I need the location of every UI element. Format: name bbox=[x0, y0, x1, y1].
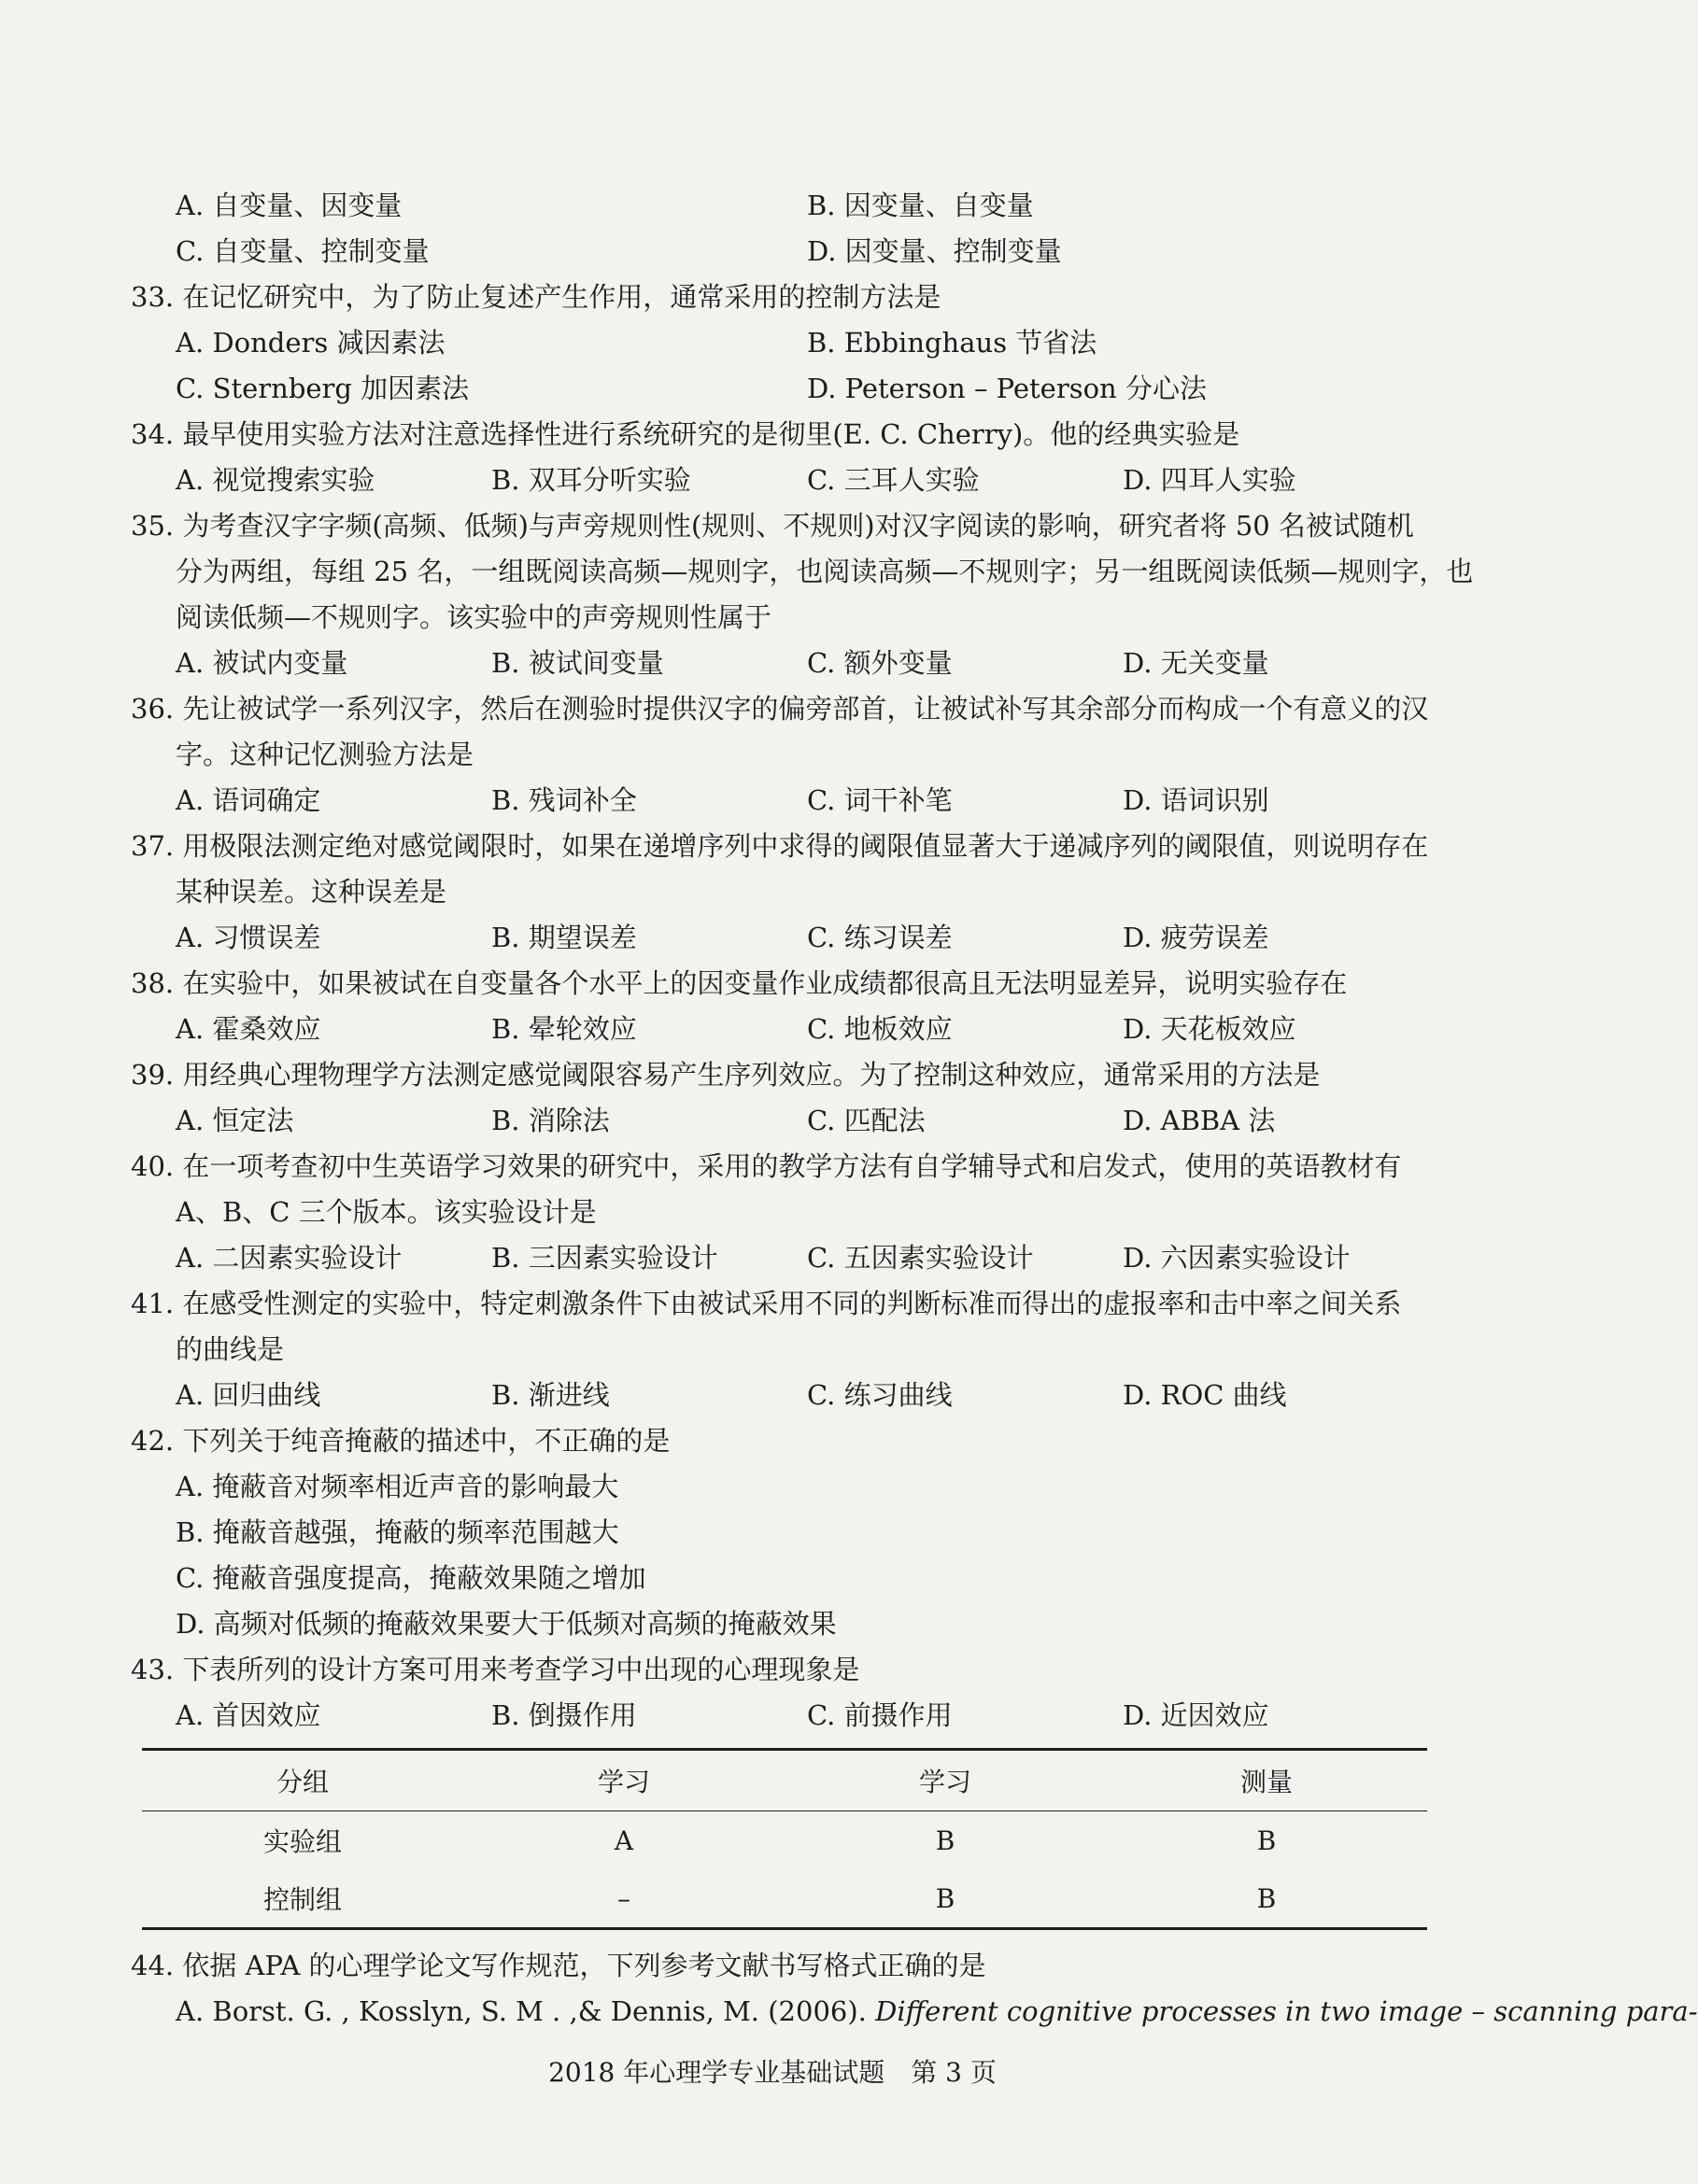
table-cell: A bbox=[614, 1825, 634, 1856]
q40-option-c: C. 五因素实验设计 bbox=[807, 1242, 1034, 1274]
q35-stem-line-2: 分为两组，每组 25 名，一组既阅读高频—规则字，也阅读高频—不规则字；另一组既阅读低频—规则字，也 bbox=[176, 556, 1474, 587]
q37-stem-line-1: 37. 用极限法测定绝对感觉阈限时，如果在递增序列中求得的阈限值显著大于递减序列的阈限值，则说明存在 bbox=[131, 830, 1429, 862]
q34-option-a: A. 视觉搜索实验 bbox=[176, 464, 375, 496]
q35-option-d: D. 无关变量 bbox=[1123, 647, 1269, 679]
q42-option-c: C. 掩蔽音强度提高，掩蔽效果随之增加 bbox=[176, 1562, 646, 1594]
exam-content bbox=[131, 183, 1698, 2035]
q36-stem-line-1: 36. 先让被试学一系列汉字，然后在测验时提供汉字的偏旁部首，让被试补写其余部分而构成一个有意义的汉 bbox=[131, 693, 1429, 725]
q32-option-c: C. 自变量、控制变量 bbox=[176, 235, 430, 267]
q38-option-c: C. 地板效应 bbox=[807, 1013, 953, 1045]
q42-option-b: B. 掩蔽音越强，掩蔽的频率范围越大 bbox=[176, 1516, 619, 1548]
q40-option-b: B. 三因素实验设计 bbox=[491, 1242, 718, 1274]
q44-stem: 44. 依据 APA 的心理学论文写作规范，下列参考文献书写格式正确的是 bbox=[131, 1950, 986, 1981]
q40-options bbox=[131, 1235, 1438, 1281]
q41-options bbox=[131, 1373, 1438, 1418]
q43-options bbox=[131, 1693, 1438, 1739]
table-header-cell: 测量 bbox=[1239, 1767, 1293, 1797]
q44-option-a-authors: A. Borst. G. , Kosslyn, S. M . ,& Dennis, M. (2006). bbox=[176, 1995, 876, 2027]
q38-option-b: B. 晕轮效应 bbox=[491, 1013, 637, 1045]
q38-stem: 38. 在实验中，如果被试在自变量各个水平上的因变量作业成绩都很高且无法明显差异，说明实验存在 bbox=[131, 967, 1348, 999]
q41-stem-line-1: 41. 在感受性测定的实验中，特定刺激条件下由被试采用不同的判断标准而得出的虚报率和击中率之间关系 bbox=[131, 1288, 1402, 1319]
q40-option-d: D. 六因素实验设计 bbox=[1123, 1242, 1351, 1274]
q35-option-c: C. 额外变量 bbox=[807, 647, 953, 679]
q34-stem: 34. 最早使用实验方法对注意选择性进行系统研究的是彻里(E. C. Cherry)。他的经典实验是 bbox=[131, 418, 1240, 450]
q39-option-a: A. 恒定法 bbox=[176, 1105, 294, 1136]
table-header-cell: 分组 bbox=[276, 1767, 329, 1797]
q41-stem-line-2: 的曲线是 bbox=[176, 1333, 285, 1365]
q37-option-d: D. 疲劳误差 bbox=[1123, 922, 1269, 953]
q43-option-d: D. 近因效应 bbox=[1123, 1699, 1269, 1731]
q44-option-a bbox=[131, 1989, 1698, 2035]
q39-option-b: B. 消除法 bbox=[491, 1105, 610, 1136]
q42-option-d: D. 高频对低频的掩蔽效果要大于低频对高频的掩蔽效果 bbox=[176, 1608, 837, 1640]
q42-stem: 42. 下列关于纯音掩蔽的描述中，不正确的是 bbox=[131, 1425, 671, 1457]
q35-stem-line-3: 阅读低频—不规则字。该实验中的声旁规则性属于 bbox=[176, 601, 772, 633]
table-cell: B bbox=[1256, 1825, 1277, 1856]
q32-option-d: D. 因变量、控制变量 bbox=[807, 235, 1062, 267]
q39-stem: 39. 用经典心理物理学方法测定感觉阈限容易产生序列效应。为了控制这种效应，通常采用的方法是 bbox=[131, 1059, 1321, 1091]
q40-option-a: A. 二因素实验设计 bbox=[176, 1242, 403, 1274]
q39-option-c: C. 匹配法 bbox=[807, 1105, 926, 1136]
q41-option-b: B. 渐进线 bbox=[491, 1379, 610, 1411]
q38-option-d: D. 天花板效应 bbox=[1123, 1013, 1296, 1045]
q39-option-d: D. ABBA 法 bbox=[1123, 1105, 1276, 1136]
table-cell: B bbox=[935, 1825, 955, 1856]
q33-option-d: D. Peterson – Peterson 分心法 bbox=[807, 373, 1207, 404]
q36-options bbox=[131, 778, 1438, 824]
q35-option-a: A. 被试内变量 bbox=[176, 647, 348, 679]
q37-options bbox=[131, 915, 1438, 961]
q41-option-d: D. ROC 曲线 bbox=[1123, 1379, 1287, 1411]
page-footer: 2018 年心理学专业基础试题 第 3 页 bbox=[548, 2057, 997, 2088]
q43-option-b: B. 倒摄作用 bbox=[491, 1699, 637, 1731]
q36-option-a: A. 语词确定 bbox=[176, 784, 321, 816]
q38-option-a: A. 霍桑效应 bbox=[176, 1013, 321, 1045]
q34-options bbox=[131, 458, 1438, 503]
q33-option-c: C. Sternberg 加因素法 bbox=[176, 373, 470, 404]
table-cell: – bbox=[617, 1882, 630, 1914]
q37-option-c: C. 练习误差 bbox=[807, 922, 953, 953]
q39-options bbox=[131, 1098, 1438, 1144]
q43-design-table bbox=[142, 1748, 1427, 1930]
q36-option-d: D. 语词识别 bbox=[1123, 784, 1269, 816]
q43-option-a: A. 首因效应 bbox=[176, 1699, 321, 1731]
q37-option-b: B. 期望误差 bbox=[491, 922, 637, 953]
q38-options bbox=[131, 1007, 1438, 1052]
q34-option-c: C. 三耳人实验 bbox=[807, 464, 980, 496]
table-cell: B bbox=[935, 1882, 955, 1914]
q40-stem-line-1: 40. 在一项考查初中生英语学习效果的研究中，采用的教学方法有自学辅导式和启发式，使用的英语教材有 bbox=[131, 1150, 1402, 1182]
q36-stem-line-2: 字。这种记忆测验方法是 bbox=[176, 739, 474, 770]
q36-option-b: B. 残词补全 bbox=[491, 784, 637, 816]
table-cell: 控制组 bbox=[262, 1884, 342, 1915]
q36-option-c: C. 词干补笔 bbox=[807, 784, 953, 816]
q41-option-c: C. 练习曲线 bbox=[807, 1379, 953, 1411]
table-header-cell: 学习 bbox=[918, 1767, 971, 1797]
q35-options bbox=[131, 641, 1438, 686]
q32-options-row-2 bbox=[131, 229, 1438, 275]
table-cell: 实验组 bbox=[262, 1826, 342, 1857]
q33-options-row-2 bbox=[131, 366, 1438, 412]
table-row bbox=[142, 1869, 1427, 1929]
q34-option-d: D. 四耳人实验 bbox=[1123, 464, 1296, 496]
q32-option-b: B. 因变量、自变量 bbox=[807, 190, 1034, 221]
q32-option-a: A. 自变量、因变量 bbox=[176, 190, 403, 221]
q44-option-a-title: Different cognitive processes in two image – scanning para- bbox=[875, 1995, 1698, 2027]
q34-option-b: B. 双耳分听实验 bbox=[491, 464, 691, 496]
q33-stem: 33. 在记忆研究中，为了防止复述产生作用，通常采用的控制方法是 bbox=[131, 281, 941, 313]
table-row bbox=[142, 1811, 1427, 1870]
q41-option-a: A. 回归曲线 bbox=[176, 1379, 321, 1411]
q33-options-row-1 bbox=[131, 320, 1438, 366]
q37-option-a: A. 习惯误差 bbox=[176, 922, 321, 953]
table-header-cell: 学习 bbox=[597, 1767, 650, 1797]
q35-stem-line-1: 35. 为考查汉字字频(高频、低频)与声旁规则性(规则、不规则)对汉字阅读的影响，研究者将 50 名被试随机 bbox=[131, 510, 1414, 542]
q33-option-a: A. Donders 减因素法 bbox=[176, 327, 446, 359]
q40-stem-line-2: A、B、C 三个版本。该实验设计是 bbox=[176, 1196, 597, 1228]
table-header-row bbox=[142, 1750, 1427, 1811]
q33-option-b: B. Ebbinghaus 节省法 bbox=[807, 327, 1097, 359]
table-cell: B bbox=[1256, 1882, 1277, 1914]
q43-stem: 43. 下表所列的设计方案可用来考查学习中出现的心理现象是 bbox=[131, 1654, 860, 1685]
q35-option-b: B. 被试间变量 bbox=[491, 647, 664, 679]
q43-option-c: C. 前摄作用 bbox=[807, 1699, 953, 1731]
q37-stem-line-2: 某种误差。这种误差是 bbox=[176, 876, 447, 908]
q32-options-row-1 bbox=[131, 183, 1438, 229]
q42-option-a: A. 掩蔽音对频率相近声音的影响最大 bbox=[176, 1471, 619, 1502]
